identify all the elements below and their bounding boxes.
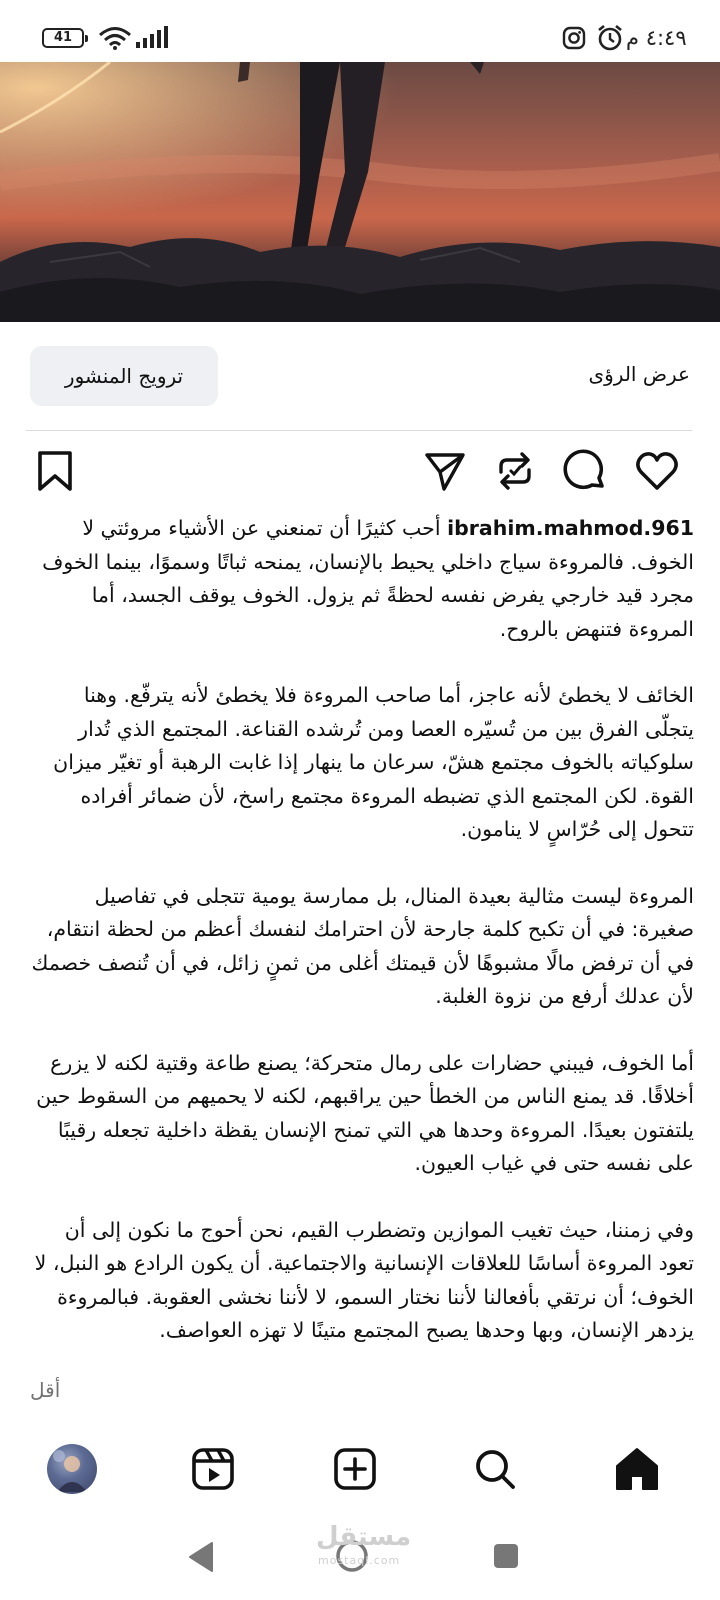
post-insights-row (0, 346, 720, 406)
caption-paragraph (30, 512, 694, 646)
alarm-icon (596, 24, 624, 52)
battery-icon (42, 28, 84, 48)
comment-icon[interactable] (562, 448, 608, 494)
status-bar (0, 0, 720, 62)
profile-avatar[interactable] (47, 1444, 97, 1494)
send-icon[interactable] (422, 448, 468, 494)
caption-text: أحب كثيرًا أن تمنعني عن الأشياء مروئتي لا الخوف. فالمروءة سياج داخلي يحيط بالإنسان، يمنحه ثباتًا وسموًا، بينما الخوف مجرد قيد خارجي يفرض نفسه لحظةً ثم يزول. الخوف يوقف الجسد، أما المروءة فتنهض بالروح. (42, 516, 694, 641)
post-image-art (0, 62, 720, 322)
heart-icon[interactable] (634, 448, 680, 494)
watermark-url: mostaql.com (318, 1554, 401, 1567)
signal-icon (136, 26, 168, 48)
home-icon[interactable] (612, 1444, 662, 1494)
battery-level: 41 (53, 30, 73, 45)
reels-icon[interactable] (188, 1444, 238, 1494)
bookmark-icon[interactable] (32, 448, 78, 494)
bottom-navigation (0, 1424, 720, 1520)
plus-square-icon[interactable] (330, 1444, 380, 1494)
caption-username[interactable]: ibrahim.mahmod.961 (447, 516, 694, 540)
caption-paragraph: أما الخوف، فيبني حضارات على رمال متحركة؛ يصنع طاعة وقتية لكنه لا يزرع أخلاقًا. قد يمنع الناس من الخطأ حين يراقبهم، لكنه لا يحميهم من السقوط حين يلتفتون بعيدًا. المروءة وحدها هي التي تمنح الإنسان يقظة داخلية تجعله رقيبًا على نفسه حتى في غياب العيون. (36, 1050, 694, 1175)
caption-paragraph: المروءة ليست مثالية بعيدة المنال، بل ممارسة يومية تتجلى في تفاصيل صغيرة: في أن تكبح كلمة جارحة لأن احترامك لنفسك أعظم من لحظة انتقام، في أن ترفض مالًا مشبوهًا لأن قيمتك أغلى من ثمنٍ زائل، في أن تُنصف خصمك لأن عدلك أرفع من نزوة الغلبة. (31, 883, 694, 1008)
status-time: ٤:٤٩ م (626, 26, 687, 50)
show-less-link[interactable]: أقل (30, 1378, 61, 1402)
view-insights-link[interactable]: عرض الرؤى (588, 362, 690, 386)
caption-paragraph: الخائف لا يخطئ لأنه عاجز، أما صاحب المروءة فلا يخطئ لأنه يترفّع. وهنا يتجلّى الفرق بين من تُسيّره العصا ومن تُرشده القناعة. المجتمع الذي تُدار سلوكياته بالخوف مجتمع هشّ، سرعان ما ينهار إذا غابت الرهبة أو تغيّر ميزان القوة. لكن المجتمع الذي تضبطه المروءة مجتمع راسخ، لأن ضمائر أفراده تتحول إلى حُرّاسٍ لا ينامون. (53, 683, 694, 841)
promote-post-button[interactable]: ترويج المنشور (30, 346, 218, 406)
divider (26, 430, 692, 431)
post-actions (0, 448, 720, 498)
instagram-notification-icon (562, 26, 586, 50)
caption-paragraph: وفي زمننا، حيث تغيب الموازين وتضطرب القيم، نحن أحوج ما نكون إلى أن تعود المروءة أساسًا للعلاقات الإنسانية والاجتماعية. أن يكون الرادع هو النبل، لا الخوف؛ أن نرتقي بأفعالنا لأننا نختار السمو، لا لأننا نخشى العقوبة. فبالمروءة يزدهر الإنسان، وبها وحدها يصبح المجتمع متينًا لا تهزه العواصف. (34, 1217, 694, 1342)
watermark-logo: مستقل (316, 1522, 412, 1552)
back-icon[interactable] (186, 1540, 216, 1574)
avatar-image (47, 1444, 97, 1494)
repost-icon[interactable] (492, 448, 538, 494)
post-image[interactable] (0, 62, 720, 322)
wifi-icon (98, 26, 132, 50)
search-icon[interactable] (470, 1444, 520, 1494)
recents-icon[interactable] (492, 1542, 520, 1570)
post-caption (30, 512, 694, 1348)
